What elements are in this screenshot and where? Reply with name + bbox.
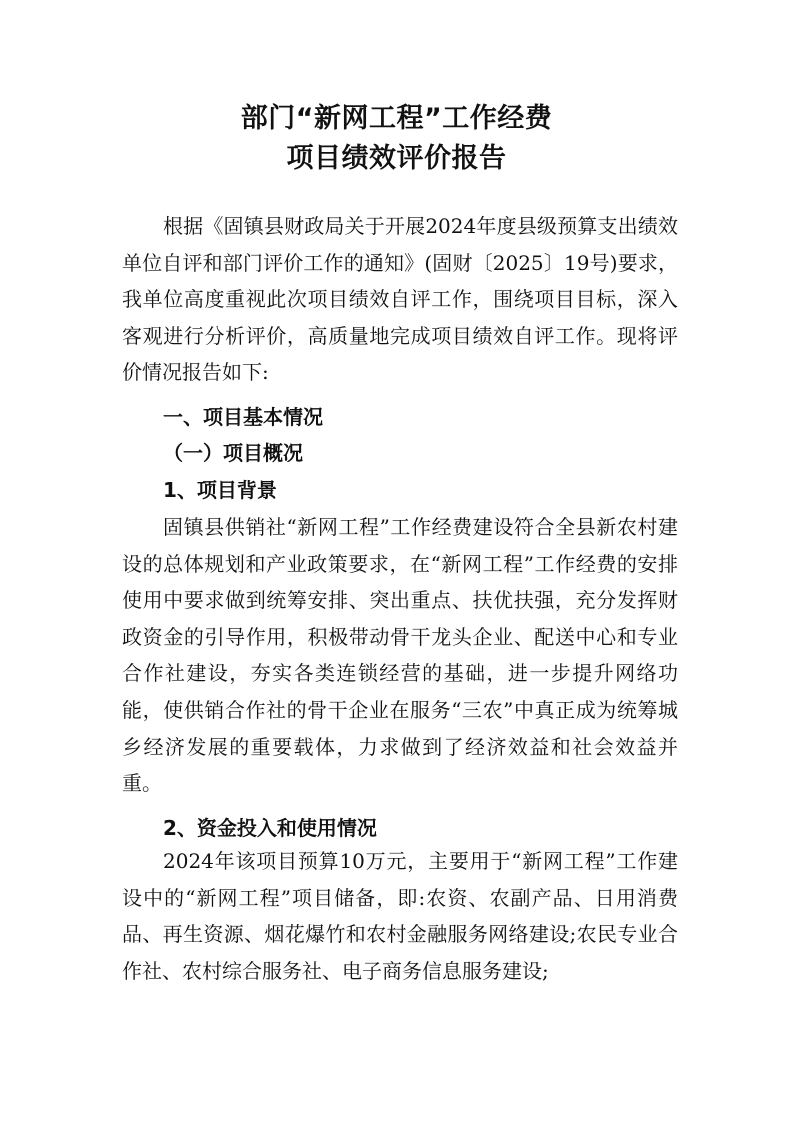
background-paragraph: 固镇县供销社“新网工程”工作经费建设符合全县新农村建设的总体规划和产业政策要求，在“新网工程”工作经费的安排使用中要求做到统筹安排、突出重点、扶优扶强，充分发挥财政资金的引导作用，积极带动骨干龙头企业、配送中心和专业合作社建设，夯实各类连锁经营的基础，进一步提升网络功能，使供销合作社的骨干企业在服务“三农”中真正成为统筹城乡经济发展的重要载体，力求做到了经济效益和社会效益并重。 bbox=[122, 515, 678, 796]
intro-paragraph: 根据《固镇县财政局关于开展2024年度县级预算支出绩效单位自评和部门评价工作的通知》(固财〔2025〕19号)要求，我单位高度重视此次项目绩效自评工作，围绕项目目标，深入客观进行分析评价，高质量地完成项目绩效自评工作。现将评价情况报告如下: bbox=[122, 214, 678, 385]
item-heading-background: 1、项目背景 bbox=[163, 478, 277, 502]
funding-paragraph: 2024年该项目预算10万元，主要用于“新网工程”工作建设中的“新网工程”项目储备，即:农资、农副产品、日用消费品、再生资源、烟花爆竹和农村金融服务网络建设;农民专业合作社、农村综合服务社、电子商务信息服务建设; bbox=[122, 849, 678, 983]
report-title-line1: 部门“新网工程”工作经费 bbox=[240, 103, 553, 134]
section-heading-basic-info: 一、项目基本情况 bbox=[163, 405, 323, 429]
report-title-line2: 项目绩效评价报告 bbox=[286, 143, 507, 174]
subsection-heading-overview: （一）项目概况 bbox=[163, 441, 303, 465]
item-heading-funding: 2、资金投入和使用情况 bbox=[163, 816, 377, 840]
